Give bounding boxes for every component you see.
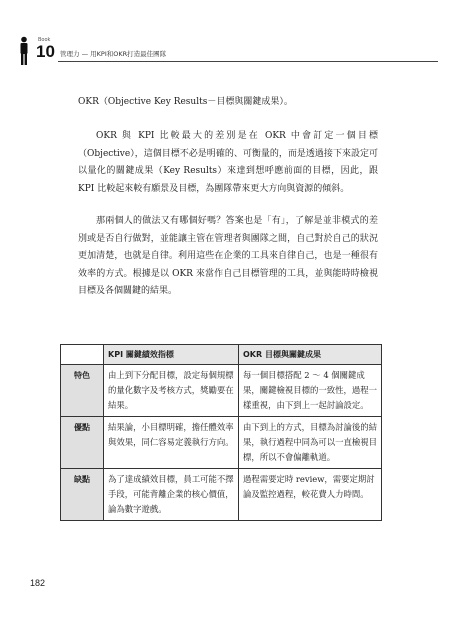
paragraph-self-management: 那兩個人的做法又有哪個好嗎？答案也是「有」，了解是並非模式的差別或是否自行做對，並能讓主管在管理者與團隊之間，自己對於自己的狀況更加清楚，也就是自律。利用這些在企業的工具來自律自己，也是一種很有效率的方式。根據是以 OKR 來當作自己目標管理的工具，並與能時時檢視目標及各個關鍵的結果。 bbox=[78, 216, 378, 296]
chapter-title: 管理力 — 用KPI和OKR打造最佳團隊 bbox=[60, 50, 167, 58]
table-corner-cell bbox=[61, 345, 104, 365]
paragraph-okr-definition: OKR（Objective Key Results－目標與關鍵成果）。 bbox=[78, 97, 293, 107]
table-row bbox=[61, 469, 382, 521]
page-number: 182 bbox=[30, 578, 46, 588]
cell-kpi-advantages: 結果論，小目標明確，擔任體效率與效果，同仁容易定義執行方向。 bbox=[104, 417, 239, 469]
table-header-kpi: KPI 關鍵績效指標 bbox=[104, 345, 239, 365]
table-row bbox=[61, 365, 382, 417]
silhouette-figure-icon bbox=[18, 36, 30, 66]
cell-kpi-features: 由上到下分配目標，設定每個規標的量化數字及考核方式，獎勵要在結果。 bbox=[104, 365, 239, 417]
paragraph-okr-vs-kpi: OKR 與 KPI 比較最大的差別是在 OKR 中會訂定一個目標（Objective），這個目標不必是明確的、可衡量的，而是透過接下來設定可以量化的關鍵成果（Key Results）來達到想呼應前面的目標，因此，跟 KPI 比較起來較有願景及目標，為團隊帶來更大方向與資源的傾斜。 bbox=[78, 131, 378, 194]
page-header bbox=[18, 36, 438, 70]
table-header-row bbox=[61, 345, 382, 365]
kpi-okr-comparison-table bbox=[60, 344, 382, 521]
row-label-features: 特色 bbox=[61, 365, 104, 417]
chapter-number: 10 bbox=[36, 42, 55, 61]
table-header-okr: OKR 目標與關鍵成果 bbox=[239, 345, 382, 365]
chapter-label: Book bbox=[38, 37, 51, 43]
cell-okr-disadvantages: 過程需要定時 review，需要定期討論及監控過程，較花費人力時間。 bbox=[239, 469, 382, 521]
cell-kpi-disadvantages: 為了達成績效目標，員工可能不擇手段，可能背離企業的核心價值，論為數字遊戲。 bbox=[104, 469, 239, 521]
cell-okr-advantages: 由下到上的方式，目標為討論後的結果，執行過程中同為可以一直檢視目標，所以不會偏離軌道。 bbox=[239, 417, 382, 469]
row-label-advantages: 優點 bbox=[61, 417, 104, 469]
table-row bbox=[61, 417, 382, 469]
header-rule bbox=[58, 61, 438, 62]
row-label-disadvantages: 缺點 bbox=[61, 469, 104, 521]
cell-okr-features: 每一個目標搭配 2 ～ 4 個關鍵成果，關鍵檢視目標的一致性，過程一樣重視，由下到上一起討論設定。 bbox=[239, 365, 382, 417]
